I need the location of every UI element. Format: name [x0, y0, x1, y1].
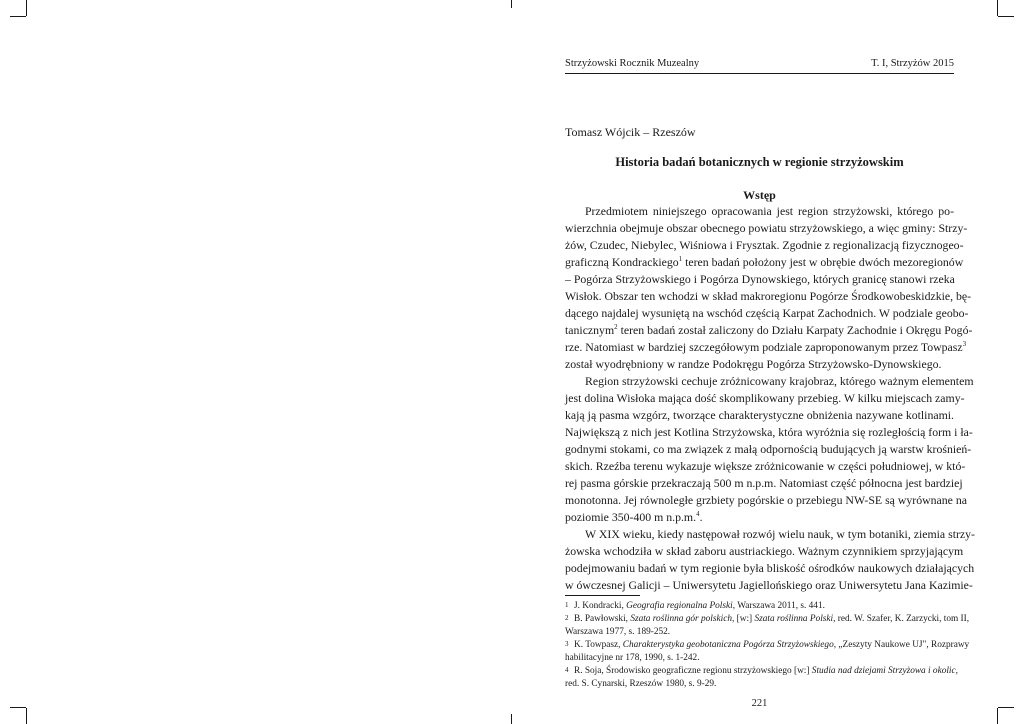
body-line: kają ją pasma wzgórz, tworzące charakterystyczne obniżenia nazywane kotlinami.	[565, 408, 954, 422]
footnote: 3 K. Towpasz, Charakterystyka geobotaniczna Pogórza Strzyżowskiego, „Zeszyty Naukowe UJ", Rozprawy	[565, 640, 970, 650]
footnote: 1 J. Kondracki, Geografia regionalna Polski, Warszawa 2011, s. 441.	[565, 601, 825, 611]
body-line: Wisłok. Obszar ten wchodzi w skład makroregionu Pogórze Środkowobeskidzkie, bę-	[565, 289, 972, 303]
crop-mark	[998, 16, 1014, 17]
crop-mark	[26, 0, 27, 16]
footnote-continuation: Warszawa 1977, s. 189-252.	[565, 627, 671, 637]
running-header	[565, 58, 954, 72]
footnote-number: 3	[565, 640, 569, 648]
crop-mark	[997, 708, 998, 724]
author: Tomasz Wójcik – Rzeszów	[565, 125, 696, 139]
crop-mark	[10, 16, 26, 17]
body-line: Region strzyżowski cechuje zróżnicowany krajobraz, którego ważnym elementem	[585, 374, 974, 388]
crop-mark	[997, 0, 998, 16]
body-line: dącego najdalej wysuniętą na wschód częścią Karpat Zachodnich. W podziale geobo-	[565, 306, 969, 320]
body-line: wierzchnia obejmuje obszar obecnego powiatu strzyżowskiego, a więc gminy: Strzy-	[565, 221, 968, 235]
footnote-ref: 3	[962, 340, 967, 349]
footnote-continuation: red. S. Cynarski, Rzeszów 1980, s. 9-29.	[565, 679, 717, 689]
body-line: rze. Natomiast w bardziej szczegółowym podziale zaproponowanym przez Towpasz$^3$	[565, 340, 967, 354]
journal-name: Strzyżowski Rocznik Muzealny	[565, 58, 700, 69]
header-rule	[565, 73, 954, 74]
footnote-ref: 2	[614, 323, 618, 332]
body-line: został wyodrębniony w randze Podokręgu Pogórza Strzyżowsko-Dynowskiego.	[565, 357, 942, 371]
body-line: w ówczesnej Galicji – Uniwersytetu Jagiellońskiego oraz Uniwersytetu Jana Kazimie-	[565, 578, 973, 592]
body-line: godnymi stokami, co ma związek z małą odpornością budujących ją warstw krośnień-	[565, 442, 972, 456]
body-line: rej pasma górskie przekraczają 500 m n.p.m. Natomiast część północna jest bardziej	[565, 476, 963, 490]
body-line: Największą z nich jest Kotlina Strzyżowska, która wyróżnia się rozległością form i ła-	[565, 425, 973, 439]
footnote: 2 B. Pawłowski, Szata roślinna gór polskich, [w:] Szata roślinna Polski, red. W. Szafer, K. Zarzycki, tom II,	[565, 614, 970, 624]
crop-mark	[998, 707, 1014, 708]
crop-mark	[26, 708, 27, 724]
body-line: poziomie 350-400 m n.p.m.$^4$.	[565, 510, 703, 524]
article-title: Historia badań botanicznych w regionie strzyżowskim	[615, 155, 904, 169]
body-line: skich. Rzeźba terenu wykazuje większe zróżnicowanie w części południowej, w któ-	[565, 459, 966, 473]
footnote-continuation: habilitacyjne nr 178, 1990, s. 1-242.	[565, 653, 700, 663]
page-number: 221	[751, 698, 768, 709]
section-heading: Wstęp	[743, 188, 776, 202]
body-line: żowska wchodziła w skład zaboru austriackiego. Ważnym czynnikiem sprzyjającym	[565, 544, 964, 558]
crop-mark	[10, 707, 26, 708]
footnote-number: 1	[565, 601, 569, 609]
body-line: tanicznym$^2$ teren badań został zaliczony do Działu Karpaty Zachodnie i Okręgu Pogó-	[565, 323, 973, 337]
body-line: monotonna. Jej równoległe grzbiety pogórskie o przebiegu NW-SE są wyrównane na	[565, 493, 967, 507]
body-line: – Pogórza Strzyżowskiego i Pogórza Dynowskiego, których granicę stanowi rzeka	[565, 272, 955, 286]
crop-mark	[511, 0, 512, 8]
footnote-ref: 1	[678, 255, 683, 264]
body-line: W XIX wieku, kiedy następował rozwój wielu nauk, w tym botaniki, ziemia strzy-	[585, 527, 975, 541]
body-line: jest dolina Wisłoka mająca dość skomplikowany przebieg. W kilku miejscach zamy-	[565, 391, 965, 405]
footnote-ref: 4	[696, 510, 700, 519]
footnote-rule	[565, 595, 640, 596]
volume-info: T. I, Strzyżów 2015	[871, 58, 954, 69]
footnote-number: 4	[565, 666, 569, 674]
body-line: Przedmiotem niniejszego opracowania jest region strzyżowski, którego po-	[585, 204, 954, 218]
footnote: 4 R. Soja, Środowisko geograficzne regionu strzyżowskiego [w:] Studia nad dziejami Strzyżowa i okolic,	[565, 666, 958, 676]
body-line: podejmowaniu badań w tym regionie była bliskość ośrodków naukowych działających	[565, 561, 975, 575]
footnote-number: 2	[565, 614, 569, 622]
crop-mark	[511, 714, 512, 724]
body-line: graficzną Kondrackiego$^1$ teren badań położony jest w obrębie dwóch mezoregionów	[565, 255, 964, 269]
body-line: żów, Czudec, Niebylec, Wiśniowa i Frysztak. Zgodnie z regionalizacją fizycznogeo-	[565, 238, 964, 252]
